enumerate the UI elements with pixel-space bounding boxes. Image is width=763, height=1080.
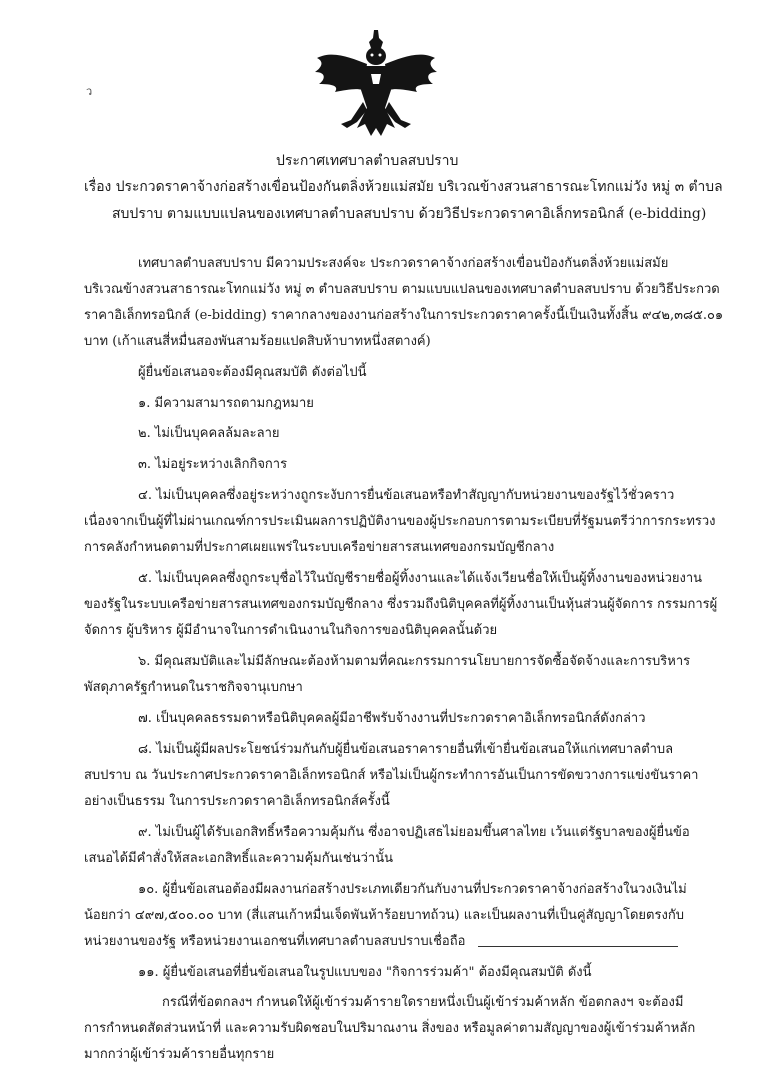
item-8-line-3: อย่างเป็นธรรม ในการประกวดราคาอิเล็กทรอนิกส์ครั้งนี้: [84, 794, 390, 809]
item-4-line-3: การคลังกำหนดตามที่ประกาศเผยแพร่ในระบบเครือข่ายสารสนเทศของกรมบัญชีกลาง: [84, 540, 555, 555]
page-title: ประกาศเทศบาลตำบลสบปราบ: [276, 153, 459, 169]
item-5-line-1: ๕. ไม่เป็นบุคคลซึ่งถูกระบุชื่อไว้ในบัญชีรายชื่อผู้ทิ้งงานและได้แจ้งเวียนชื่อให้เป็นผู้ทิ้งงานของหน่วยงาน: [138, 571, 703, 586]
item-7: ๗. เป็นบุคคลธรรมดาหรือนิติบุคคลผู้มีอาชีพรับจ้างงานที่ประกวดราคาอิเล็กทรอนิกส์ดังกล่าว: [138, 711, 646, 726]
intro-line-4: บาท (เก้าแสนสี่หมื่นสองพันสามร้อยแปดสิบห้าบาทหนึ่งสตางค์): [84, 334, 431, 349]
item-5-line-2: ของรัฐในระบบเครือข่ายสารสนเทศของกรมบัญชีกลาง ซึ่งรวมถึงนิติบุคคลที่ผู้ทิ้งงานเป็นหุ้นส่วนผู้จัดการ กรรมการผู้: [84, 597, 718, 612]
intro-line-2: บริเวณข้างสวนสาธารณะโทกแม่วัง หมู่ ๓ ตำบลสบปราบ ตามแบบแปลนของเทศบาลตำบลสบปราบ ด้วยวิธีประกวด: [84, 282, 720, 297]
joint-venture-line-2: การกำหนดสัดส่วนหน้าที่ และความรับผิดชอบในปริมาณงาน สิ่งของ หรือมูลค่าตามสัญญาของผู้เข้าร่วมค้าหลัก: [84, 1021, 696, 1036]
joint-venture-line-1: กรณีที่ข้อตกลงฯ กำหนดให้ผู้เข้าร่วมค้ารายใดรายหนึ่งเป็นผู้เข้าร่วมค้าหลัก ข้อตกลงฯ จะต้องมี: [162, 995, 684, 1010]
item-6-line-2: พัสดุภาครัฐกำหนดในราชกิจจานุเบกษา: [84, 680, 303, 695]
item-5-line-3: จัดการ ผู้บริหาร ผู้มีอำนาจในการดำเนินงานในกิจการของนิติบุคคลนั้นด้วย: [84, 623, 498, 638]
item-2: ๒. ไม่เป็นบุคคลล้มละลาย: [138, 426, 280, 441]
item-8-line-2: สบปราบ ณ วันประกาศประกวดราคาอิเล็กทรอนิกส์ หรือไม่เป็นผู้กระทำการอันเป็นการขัดขวางการแข่งขันราคา: [84, 768, 699, 783]
subject-line-1: เรื่อง ประกวดราคาจ้างก่อสร้างเขื่อนป้องกันตลิ่งห้วยแม่สมัย บริเวณข้างสวนสาธารณะโทกแม่วัง หมู่ ๓ ตำบล: [84, 179, 723, 195]
item-9-line-2: เสนอได้มีคำสั่งให้สละเอกสิทธิ์และความคุ้มกันเช่นว่านั้น: [84, 851, 394, 866]
item-8-line-1: ๘. ไม่เป็นผู้มีผลประโยชน์ร่วมกันกับผู้ยื่นข้อเสนอราคารายอื่นที่เข้ายื่นข้อเสนอให้แก่เทศบาลตำบล: [138, 742, 674, 757]
joint-venture-line-3: มากกว่าผู้เข้าร่วมค้ารายอื่นทุกราย: [84, 1047, 275, 1062]
item-3: ๓. ไม่อยู่ระหว่างเลิกกิจการ: [138, 457, 288, 472]
signature-underline: [478, 946, 678, 947]
item-9-line-1: ๙. ไม่เป็นผู้ได้รับเอกสิทธิ์หรือความคุ้มกัน ซึ่งอาจปฏิเสธไม่ยอมขึ้นศาลไทย เว้นแต่รัฐบาลของผู้ยื่นข้อ: [138, 825, 690, 840]
item-11: ๑๑. ผู้ยื่นข้อเสนอที่ยื่นข้อเสนอในรูปแบบของ "กิจการร่วมค้า" ต้องมีคุณสมบัติ ดังนี้: [138, 965, 592, 980]
item-6-line-1: ๖. มีคุณสมบัติและไม่มีลักษณะต้องห้ามตามที่คณะกรรมการนโยบายการจัดซื้อจัดจ้างและการบริหาร: [138, 654, 691, 669]
item-1: ๑. มีความสามารถตามกฎหมาย: [138, 396, 314, 411]
item-10-line-3: หน่วยงานของรัฐ หรือหน่วยงานเอกชนที่เทศบาลตำบลสบปราบเชื่อถือ: [84, 934, 466, 949]
item-4-line-2: เนื่องจากเป็นผู้ที่ไม่ผ่านเกณฑ์การประเมินผลการปฏิบัติงานของผู้ประกอบการตามระเบียบที่รัฐมนตรีว่าการกระทรวง: [84, 514, 716, 529]
subject-line-2: สบปราบ ตามแบบแปลนของเทศบาลตำบลสบปราบ ด้วยวิธีประกวดราคาอิเล็กทรอนิกส์ (e-bidding): [112, 206, 707, 222]
intro-line-3: ราคาอิเล็กทรอนิกส์ (e-bidding) ราคากลางของงานก่อสร้างในการประกวดราคาครั้งนี้เป็นเงินทั้งสิ้น ๙๔๒,๓๘๕.๐๑: [84, 308, 724, 323]
intro-line-1: เทศบาลตำบลสบปราบ มีความประสงค์จะ ประกวดราคาจ้างก่อสร้างเขื่อนป้องกันตลิ่งห้วยแม่สมัย: [138, 256, 669, 271]
qualifications-intro: ผู้ยื่นข้อเสนอจะต้องมีคุณสมบัติ ดังต่อไปนี้: [138, 365, 367, 380]
item-4-line-1: ๔. ไม่เป็นบุคคลซึ่งอยู่ระหว่างถูกระงับการยื่นข้อเสนอหรือทำสัญญากับหน่วยงานของรัฐไว้ชั่วคราว: [138, 488, 675, 503]
garuda-emblem: [311, 28, 441, 148]
item-10-line-2: น้อยกว่า ๔๙๗,๕๐๐.๐๐ บาท (สี่แสนเก้าหมื่นเจ็ดพันห้าร้อยบาทถ้วน) และเป็นผลงานที่เป็นคู่สัญญาโดยตรงกับ: [84, 908, 684, 923]
stray-mark: ว: [86, 85, 93, 98]
item-10-line-1: ๑๐. ผู้ยื่นข้อเสนอต้องมีผลงานก่อสร้างประเภทเดียวกันกับงานที่ประกวดราคาจ้างก่อสร้างในวงเงินไม่: [138, 882, 687, 897]
